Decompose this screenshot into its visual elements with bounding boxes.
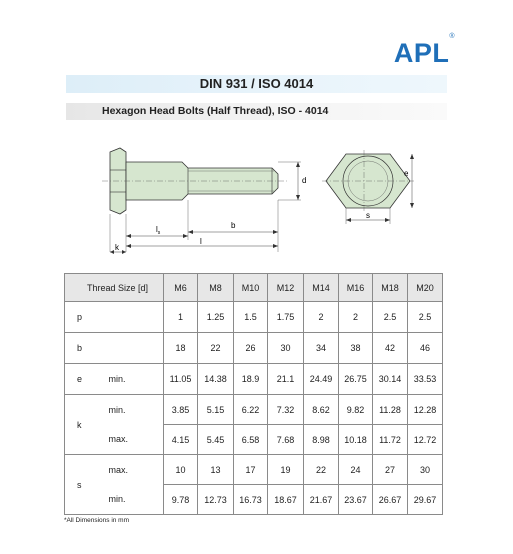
table-cell: 2 (304, 302, 339, 333)
row-label-p: p (65, 302, 164, 333)
table-cell: 38 (339, 333, 373, 364)
table-row-k-min (65, 395, 443, 425)
table-cell: 30 (268, 333, 304, 364)
table-cell: 4.15 (164, 425, 198, 455)
table-cell: 2.5 (408, 302, 443, 333)
table-cell: 11.05 (164, 364, 198, 395)
header-size: M8 (198, 274, 234, 302)
header-size: M12 (268, 274, 304, 302)
table-cell: 1.75 (268, 302, 304, 333)
table-cell: 21.67 (304, 485, 339, 515)
table-cell: 18 (164, 333, 198, 364)
row-sublabel-s-max: max. (99, 455, 164, 485)
dim-label-d: d (302, 176, 307, 185)
table-cell: 9.78 (164, 485, 198, 515)
table-cell: 19 (268, 455, 304, 485)
dim-label-b: b (231, 221, 236, 230)
table-cell: 42 (373, 333, 408, 364)
dim-label-l: l (200, 237, 202, 246)
table-row-e (65, 364, 443, 395)
header-size: M18 (373, 274, 408, 302)
row-label-e: e (65, 364, 99, 395)
header-size: M14 (304, 274, 339, 302)
row-label-s: s (65, 455, 99, 515)
table-cell: 10 (164, 455, 198, 485)
row-label-k: k (65, 395, 99, 455)
table-cell: 18.67 (268, 485, 304, 515)
thread-size-table (64, 273, 443, 515)
dim-label-ls: $l_s$ (156, 225, 161, 236)
table-cell: 1 (164, 302, 198, 333)
table-cell: 5.45 (198, 425, 234, 455)
bolt-end-view (322, 150, 414, 224)
table-cell: 26.75 (339, 364, 373, 395)
table-cell: 2.5 (373, 302, 408, 333)
table-row-b (65, 333, 443, 364)
row-sublabel-k-max: max. (99, 425, 164, 455)
table-cell: 17 (234, 455, 268, 485)
table-cell: 9.82 (339, 395, 373, 425)
bolt-side-view (102, 148, 306, 254)
header-thread-size: Thread Size [d] (65, 274, 164, 302)
table-cell: 8.98 (304, 425, 339, 455)
dim-label-e: e (404, 169, 409, 178)
table-cell: 1.5 (234, 302, 268, 333)
table-cell: 27 (373, 455, 408, 485)
table-cell: 8.62 (304, 395, 339, 425)
table-cell: 6.22 (234, 395, 268, 425)
table-cell: 22 (304, 455, 339, 485)
table-cell: 13 (198, 455, 234, 485)
table-cell: 23.67 (339, 485, 373, 515)
row-sublabel-k-min: min. (99, 395, 164, 425)
table-cell: 12.28 (408, 395, 443, 425)
page-subtitle: Hexagon Head Bolts (Half Thread), ISO - 4014 (102, 105, 329, 117)
table-cell: 34 (304, 333, 339, 364)
table-cell: 5.15 (198, 395, 234, 425)
header-size: M6 (164, 274, 198, 302)
apl-logo: APL® (393, 33, 455, 68)
table-cell: 21.1 (268, 364, 304, 395)
table-cell: 11.72 (373, 425, 408, 455)
row-label-b: b (65, 333, 164, 364)
row-sublabel-s-min: min. (99, 485, 164, 515)
table-row-p (65, 302, 443, 333)
table-cell: 26 (234, 333, 268, 364)
dim-label-s: s (366, 211, 370, 220)
table-cell: 33.53 (408, 364, 443, 395)
table-cell: 1.25 (198, 302, 234, 333)
table-cell: 18.9 (234, 364, 268, 395)
bolt-drawing (96, 140, 426, 260)
table-cell: 22 (198, 333, 234, 364)
row-sublabel-e-min: min. (99, 364, 164, 395)
table-cell: 12.73 (198, 485, 234, 515)
table-cell: 2 (339, 302, 373, 333)
footnote: *All Dimensions in mm (64, 517, 130, 524)
header-size: M10 (234, 274, 268, 302)
table-cell: 30 (408, 455, 443, 485)
table-cell: 46 (408, 333, 443, 364)
table-header-row (65, 274, 443, 302)
table-cell: 16.73 (234, 485, 268, 515)
table-row-s-min (65, 485, 443, 515)
table-cell: 14.38 (198, 364, 234, 395)
table-cell: 3.85 (164, 395, 198, 425)
table-cell: 12.72 (408, 425, 443, 455)
page-title: DIN 931 / ISO 4014 (199, 76, 314, 91)
table-cell: 29.67 (408, 485, 443, 515)
table-cell: 10.18 (339, 425, 373, 455)
table-cell: 6.58 (234, 425, 268, 455)
table-cell: 26.67 (373, 485, 408, 515)
table-row-s-max (65, 455, 443, 485)
header-size: M20 (408, 274, 443, 302)
table-cell: 11.28 (373, 395, 408, 425)
table-cell: 7.32 (268, 395, 304, 425)
header-size: M16 (339, 274, 373, 302)
dim-label-k: k (115, 243, 119, 252)
table-cell: 30.14 (373, 364, 408, 395)
table-row-k-max (65, 425, 443, 455)
table-cell: 24.49 (304, 364, 339, 395)
table-cell: 7.68 (268, 425, 304, 455)
table-cell: 24 (339, 455, 373, 485)
